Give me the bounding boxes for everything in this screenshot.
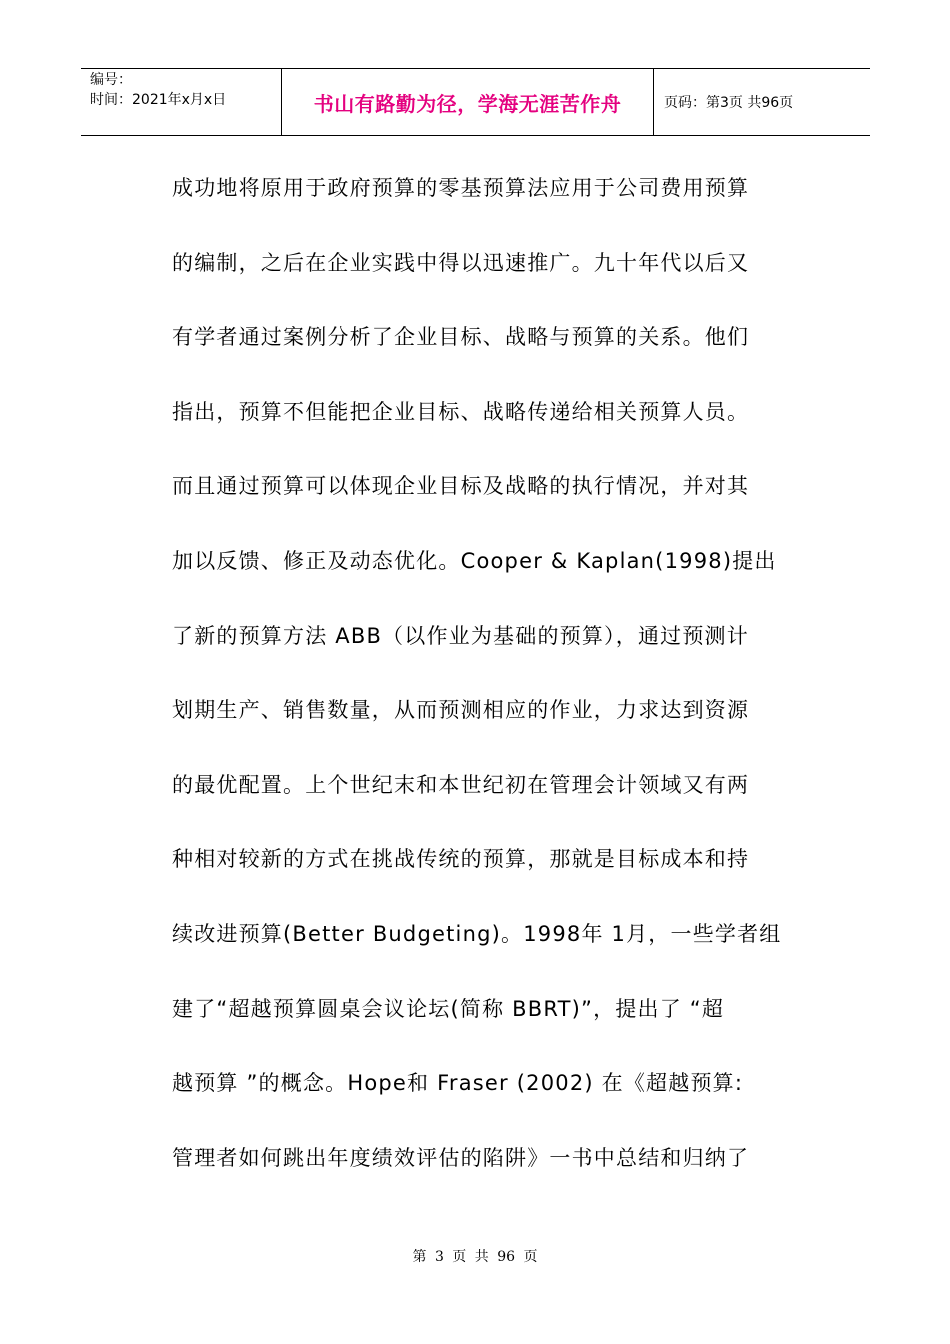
date-label: 时间：2021年x月x日	[90, 92, 227, 108]
text-line: 指出，预算不但能把企业目标、战略传递给相关预算人员。	[172, 399, 750, 424]
text-line: 的编制，之后在企业实践中得以迅速推广。九十年代以后又	[172, 250, 750, 275]
header-page-cell	[654, 69, 870, 135]
text-line: 续改进预算(Better Budgeting)。1998年 1月，一些学者组	[172, 921, 782, 946]
text-line: 成功地将原用于政府预算的零基预算法应用于公司费用预算	[172, 176, 750, 200]
text-line: 的最优配置。上个世纪末和本世纪初在管理会计领域又有两	[172, 772, 750, 797]
text-line: 建了“超越预算圆桌会议论坛(简称 BBRT)”，提出了 “超	[172, 996, 725, 1021]
page-header	[81, 68, 870, 136]
header-page-number: 页码：第3页 共96页	[664, 95, 794, 111]
body-paragraph	[172, 158, 812, 1202]
text-line: 种相对较新的方式在挑战传统的预算，那就是目标成本和持	[172, 847, 750, 872]
text-line: 了新的预算方法 ABB（以作业为基础的预算），通过预测计	[172, 623, 749, 648]
text-line: 加以反馈、修正及动态优化。Cooper & Kaplan(1998)提出	[172, 548, 777, 573]
header-motto: 书山有路勤为径，学海无涯苦作舟	[313, 91, 622, 116]
serial-number-label: 编号：	[90, 72, 132, 88]
header-meta-cell	[81, 69, 282, 135]
text-line: 划期生产、销售数量，从而预测相应的作业，力求达到资源	[172, 698, 750, 723]
text-line: 越预算 ”的概念。Hope和 Fraser (2002) 在《超越预算:	[172, 1071, 744, 1096]
header-motto-cell	[282, 69, 654, 135]
text-line: 有学者通过案例分析了企业目标、战略与预算的关系。他们	[172, 325, 750, 350]
page-footer: 第 3 页 共 96 页	[412, 1249, 538, 1265]
text-line: 而且通过预算可以体现企业目标及战略的执行情况，并对其	[172, 474, 750, 499]
text-line: 管理者如何跳出年度绩效评估的陷阱》一书中总结和归纳了	[172, 1145, 750, 1170]
